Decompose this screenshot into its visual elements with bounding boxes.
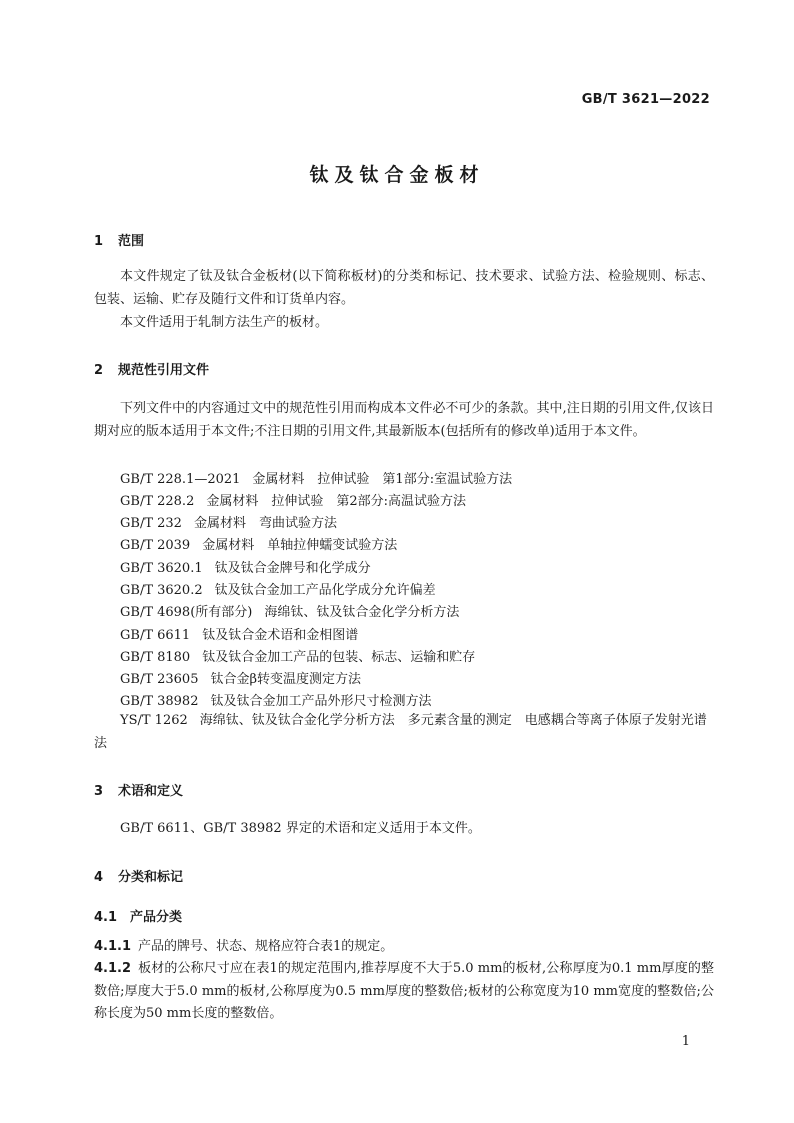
clause-number: 4.1.2 <box>94 961 132 976</box>
reference-item <box>120 668 361 687</box>
reference-item <box>120 490 466 509</box>
subsection-4-1-heading <box>94 906 182 925</box>
document-title: 钛及钛合金板材 <box>309 164 485 186</box>
reference-title: 钛及钛合金加工产品的包装、标志、运输和贮存 <box>202 650 476 665</box>
reference-item <box>120 646 475 665</box>
reference-item <box>120 579 436 598</box>
section-number: 4 <box>94 870 104 885</box>
reference-item <box>94 710 714 755</box>
section-1-heading <box>94 230 144 249</box>
subsection-number: 4.1 <box>94 910 118 925</box>
reference-title: 钛及钛合金术语和金相图谱 <box>202 628 359 643</box>
reference-code: YS/T 1262 <box>120 713 188 728</box>
reference-code: GB/T 228.2 <box>120 494 195 509</box>
reference-title: 钛及钛合金加工产品化学成分允许偏差 <box>214 583 436 598</box>
reference-title: 金属材料 弯曲试验方法 <box>193 516 337 531</box>
section-number: 1 <box>94 234 104 249</box>
reference-code: GB/T 23605 <box>120 672 199 687</box>
clause-text: 板材的公称尺寸应在表1的规定范围内,推荐厚度不大于5.0 mm的板材,公称厚度为0.1 mm厚度的整数倍;厚度大于5.0 mm的板材,公称厚度为0.5 mm厚度的整数倍;板材的公称宽度为10 mm宽度的整数倍;公称长度为50 mm长度的整数倍。 <box>94 961 714 1021</box>
reference-code: GB/T 3620.2 <box>120 583 203 598</box>
reference-code: GB/T 4698(所有部分) <box>120 605 253 620</box>
reference-title: 金属材料 拉伸试验 第2部分:高温试验方法 <box>206 494 466 509</box>
reference-title: 金属材料 单轴拉伸蠕变试验方法 <box>202 538 398 553</box>
reference-item <box>120 468 512 487</box>
section-3-paragraph: GB/T 6611、GB/T 38982 界定的术语和定义适用于本文件。 <box>120 821 481 836</box>
section-4-heading <box>94 866 183 885</box>
reference-code: GB/T 2039 <box>120 538 191 553</box>
reference-code: GB/T 6611 <box>120 628 191 643</box>
reference-item <box>120 534 397 553</box>
clause-4-1-2 <box>94 958 714 1026</box>
section-title: 规范性引用文件 <box>118 363 210 378</box>
reference-title: 海绵钛、钛及钛合金化学分析方法 <box>264 605 460 620</box>
reference-title: 金属材料 拉伸试验 第1部分:室温试验方法 <box>252 472 513 487</box>
section-title: 分类和标记 <box>118 870 184 885</box>
reference-title: 钛及钛合金牌号和化学成分 <box>214 561 371 576</box>
clause-number: 4.1.1 <box>94 939 132 954</box>
section-title: 范围 <box>118 234 145 249</box>
reference-code: GB/T 38982 <box>120 694 199 709</box>
page-number: 1 <box>681 1034 690 1049</box>
section-1-paragraph-1: 本文件规定了钛及钛合金板材(以下简称板材)的分类和标记、技术要求、试验方法、检验规则、标志、包装、运输、贮存及随行文件和订货单内容。 <box>94 269 714 307</box>
section-title: 术语和定义 <box>118 784 184 799</box>
reference-item <box>120 601 459 620</box>
reference-item <box>120 512 337 531</box>
section-2-heading <box>94 359 209 378</box>
section-number: 3 <box>94 784 104 799</box>
reference-code: GB/T 3620.1 <box>120 561 203 576</box>
reference-item <box>120 690 432 709</box>
subsection-title: 产品分类 <box>130 910 183 925</box>
reference-code: GB/T 8180 <box>120 650 191 665</box>
reference-title: 海绵钛、钛及钛合金化学分析方法 多元素含量的测定 电感耦合等离子体原子发射光谱法 <box>94 713 707 751</box>
section-number: 2 <box>94 363 104 378</box>
section-3-heading <box>94 780 183 799</box>
standard-code: GB/T 3621—2022 <box>581 92 710 107</box>
reference-item <box>120 624 358 643</box>
clause-4-1-1 <box>94 936 714 959</box>
reference-title: 钛合金β转变温度测定方法 <box>210 672 362 687</box>
section-1-paragraph-2: 本文件适用于轧制方法生产的板材。 <box>120 315 329 330</box>
reference-code: GB/T 228.1—2021 <box>120 472 241 487</box>
reference-title: 钛及钛合金加工产品外形尺寸检测方法 <box>210 694 432 709</box>
reference-code: GB/T 232 <box>120 516 182 531</box>
section-2-paragraph: 下列文件中的内容通过文中的规范性引用而构成本文件必不可少的条款。其中,注日期的引用文件,仅该日期对应的版本适用于本文件;不注日期的引用文件,其最新版本(包括所有的修改单)适用于本文件。 <box>94 401 714 439</box>
clause-text: 产品的牌号、状态、规格应符合表1的规定。 <box>138 939 394 954</box>
reference-item <box>120 557 371 576</box>
